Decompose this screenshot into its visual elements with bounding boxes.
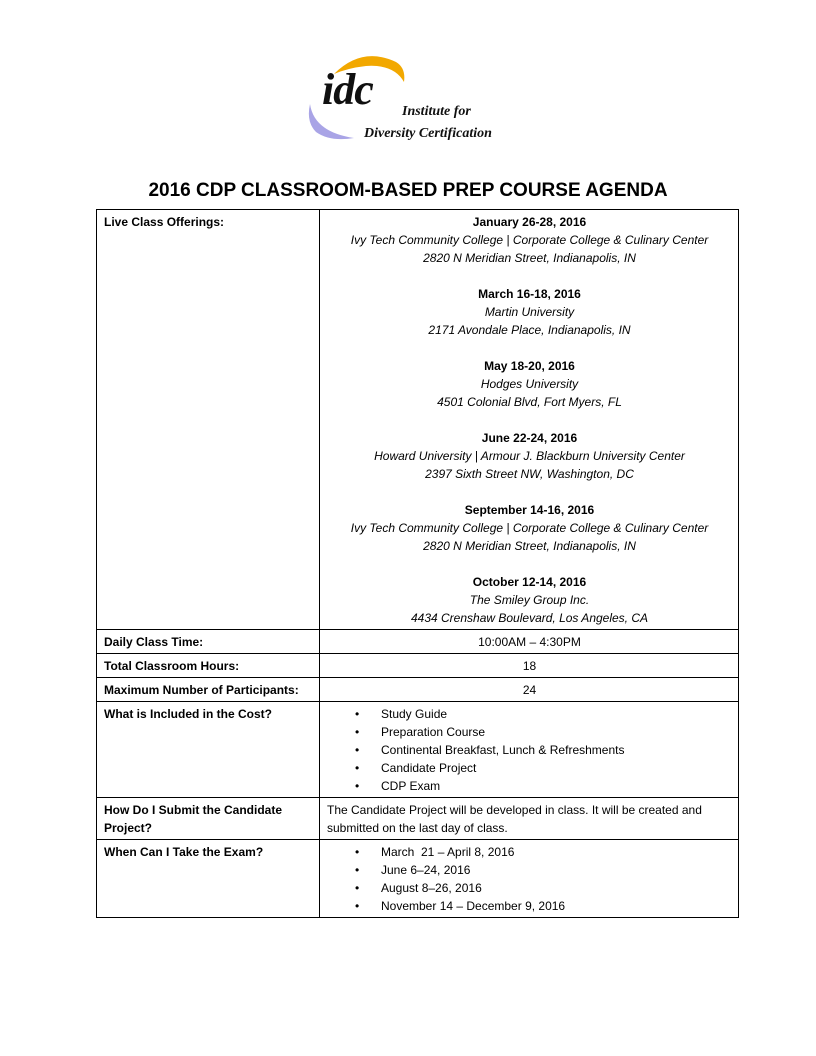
row-label: Maximum Number of Participants: bbox=[97, 678, 320, 702]
offering-address: 2397 Sixth Street NW, Washington, DC bbox=[425, 467, 634, 481]
offering-address: 2820 N Meridian Street, Indianapolis, IN bbox=[423, 539, 636, 553]
offering-date: May 18-20, 2016 bbox=[484, 359, 575, 373]
offering-venue: Howard University | Armour J. Blackburn University Center bbox=[374, 449, 685, 463]
offering-venue: Ivy Tech Community College | Corporate College & Culinary Center bbox=[350, 233, 709, 247]
included-cell bbox=[320, 702, 739, 798]
submit-row bbox=[97, 798, 739, 840]
total-hours-row bbox=[97, 654, 739, 678]
bullet-icon: • bbox=[355, 899, 360, 913]
offering-item bbox=[327, 501, 732, 555]
list-item bbox=[355, 861, 732, 879]
list-item bbox=[355, 705, 732, 723]
list-item-text: Preparation Course bbox=[381, 725, 486, 739]
max-participants-value: 24 bbox=[320, 678, 739, 702]
offering-address: 4501 Colonial Blvd, Fort Myers, FL bbox=[437, 395, 622, 409]
list-item bbox=[355, 879, 732, 897]
max-participants-row bbox=[97, 678, 739, 702]
row-label: How Do I Submit the Candidate Project? bbox=[97, 798, 320, 840]
exam-cell bbox=[320, 840, 739, 918]
list-item bbox=[355, 723, 732, 741]
daily-time-value: 10:00AM – 4:30PM bbox=[320, 630, 739, 654]
document-title: 2016 CDP CLASSROOM-BASED PREP COURSE AGENDA bbox=[148, 180, 668, 201]
list-item bbox=[355, 759, 732, 777]
exam-dates-list bbox=[327, 843, 732, 915]
row-label: Daily Class Time: bbox=[97, 630, 320, 654]
list-item bbox=[355, 843, 732, 861]
bullet-icon: • bbox=[355, 707, 360, 721]
submit-value: The Candidate Project will be developed in class. It will be created and submitted on the last day of class. bbox=[320, 798, 739, 840]
exam-row bbox=[97, 840, 739, 918]
bullet-icon: • bbox=[355, 863, 360, 877]
bullet-icon: • bbox=[355, 761, 360, 775]
offerings-row bbox=[97, 210, 739, 630]
offering-address: 2171 Avondale Place, Indianapolis, IN bbox=[428, 323, 631, 337]
list-item-text: August 8–26, 2016 bbox=[381, 881, 482, 895]
offering-venue: Martin University bbox=[484, 305, 575, 319]
logo-text-line2: Diversity Certification bbox=[364, 126, 492, 141]
offering-address: 2820 N Meridian Street, Indianapolis, IN bbox=[423, 251, 636, 265]
bullet-icon: • bbox=[355, 881, 360, 895]
offering-date: September 14-16, 2016 bbox=[464, 503, 595, 517]
row-label: Total Classroom Hours: bbox=[97, 654, 320, 678]
included-row bbox=[97, 702, 739, 798]
row-label: Live Class Offerings: bbox=[97, 210, 320, 630]
list-item bbox=[355, 741, 732, 759]
offering-item bbox=[327, 213, 732, 267]
included-list bbox=[327, 705, 732, 795]
bullet-icon: • bbox=[355, 725, 360, 739]
daily-time-row bbox=[97, 630, 739, 654]
offering-date: January 26-28, 2016 bbox=[472, 215, 587, 229]
list-item-text: June 6–24, 2016 bbox=[381, 863, 471, 877]
offering-item bbox=[327, 573, 732, 627]
offering-item bbox=[327, 357, 732, 411]
logo-mark: idc bbox=[322, 65, 373, 114]
list-item-text: November 14 – December 9, 2016 bbox=[381, 899, 566, 913]
offering-date: March 16-18, 2016 bbox=[478, 287, 581, 301]
row-label: What is Included in the Cost? bbox=[97, 702, 320, 798]
logo-text-line1: Institute for bbox=[402, 104, 471, 119]
offering-venue: Hodges University bbox=[480, 377, 579, 391]
list-item-text: March 21 – April 8, 2016 bbox=[381, 845, 515, 859]
idc-logo bbox=[300, 52, 520, 152]
offering-address: 4434 Crenshaw Boulevard, Los Angeles, CA bbox=[410, 611, 649, 625]
offering-item bbox=[327, 429, 732, 483]
bullet-icon: • bbox=[355, 779, 360, 793]
offering-venue: Ivy Tech Community College | Corporate College & Culinary Center bbox=[350, 521, 709, 535]
offering-date: October 12-14, 2016 bbox=[472, 575, 587, 589]
bullet-icon: • bbox=[355, 743, 360, 757]
total-hours-value: 18 bbox=[320, 654, 739, 678]
offering-venue: The Smiley Group Inc. bbox=[469, 593, 590, 607]
list-item bbox=[355, 897, 732, 915]
list-item bbox=[355, 777, 732, 795]
offering-item bbox=[327, 285, 732, 339]
list-item-text: Continental Breakfast, Lunch & Refreshments bbox=[381, 743, 625, 757]
bullet-icon: • bbox=[355, 845, 360, 859]
agenda-table bbox=[96, 209, 739, 918]
row-label: When Can I Take the Exam? bbox=[97, 840, 320, 918]
list-item-text: CDP Exam bbox=[381, 779, 441, 793]
list-item-text: Candidate Project bbox=[381, 761, 477, 775]
offering-date: June 22-24, 2016 bbox=[481, 431, 578, 445]
offerings-cell bbox=[320, 210, 739, 630]
list-item-text: Study Guide bbox=[381, 707, 448, 721]
